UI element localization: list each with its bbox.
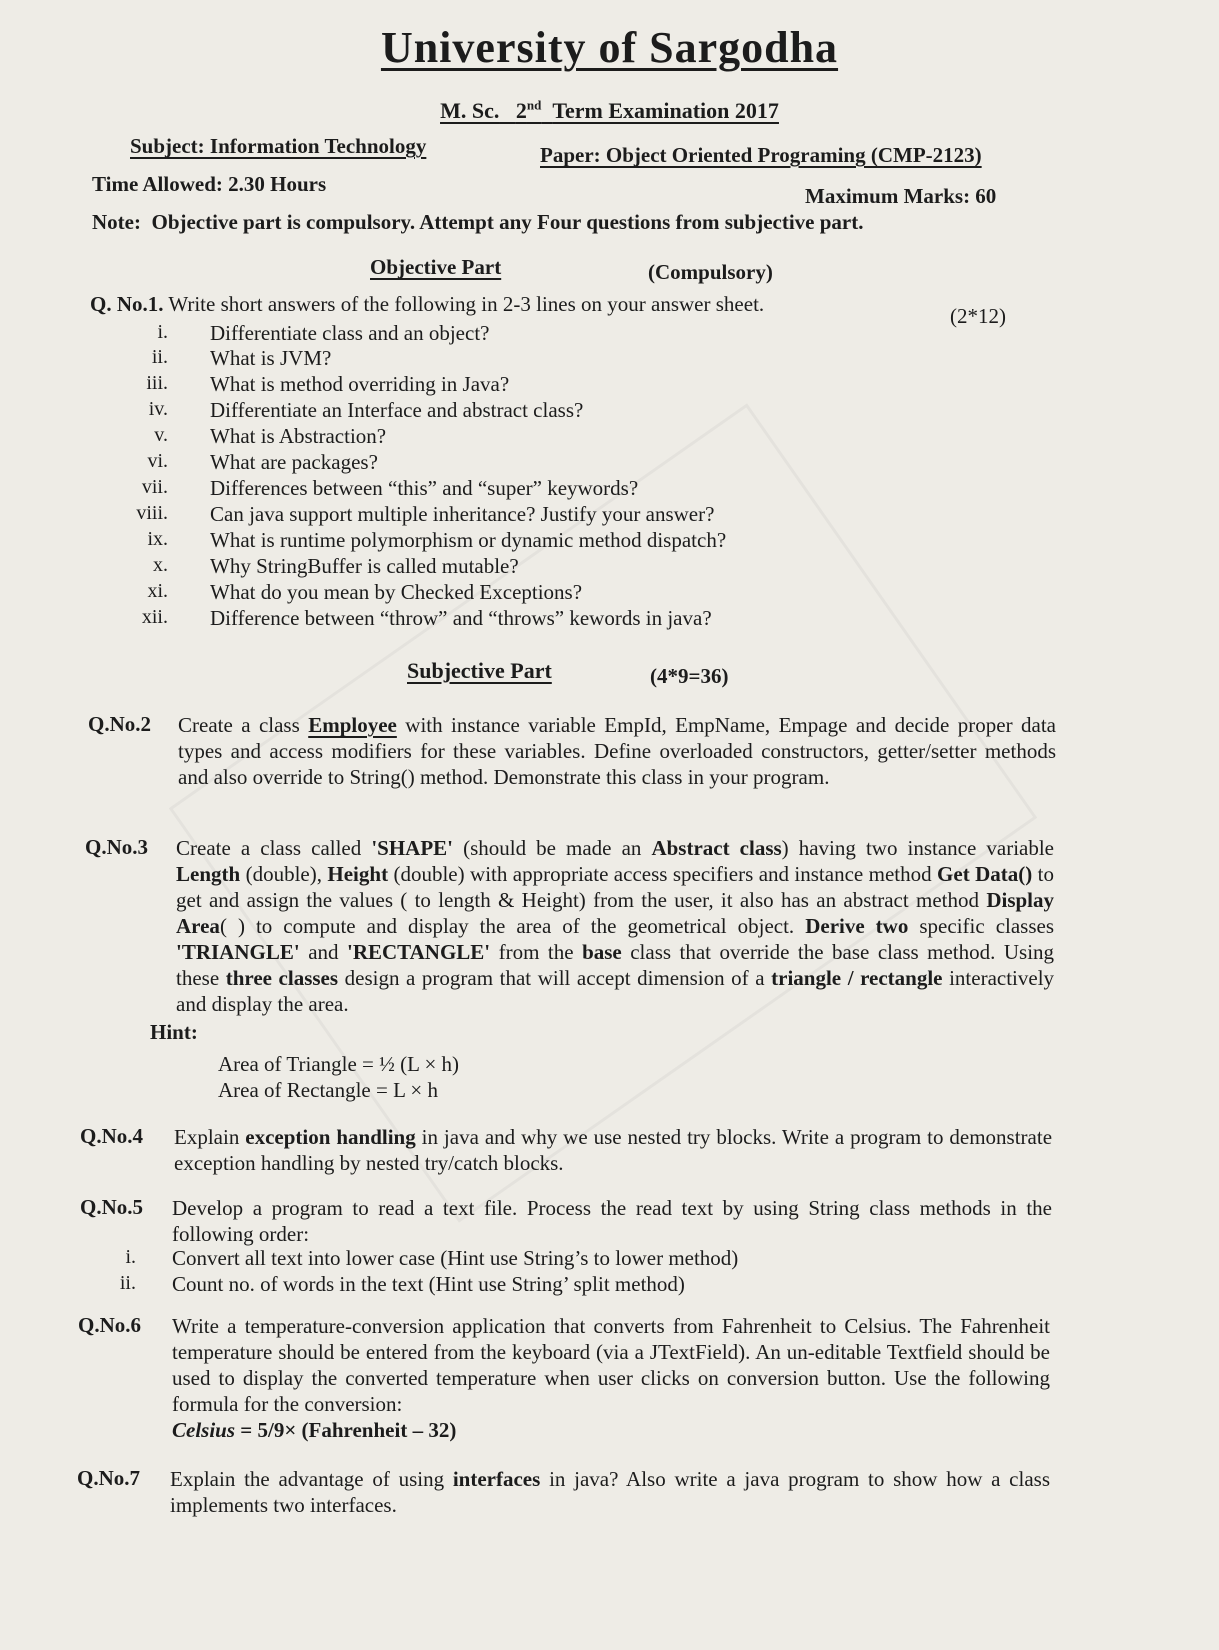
- list-item-num: ii.: [151, 346, 168, 368]
- q7-label: Q.No.7: [77, 1466, 140, 1490]
- q6-label: Q.No.6: [78, 1313, 141, 1337]
- exam-title: M. Sc. 2nd Term Examination 2017: [440, 98, 779, 124]
- objective-heading: Objective Part: [370, 255, 502, 279]
- list-item: Differences between “this” and “super” keywords?: [210, 476, 639, 500]
- list-item-num: i.: [157, 321, 168, 343]
- list-item: What is method overriding in Java?: [210, 372, 510, 396]
- list-item-num: vi.: [147, 450, 168, 472]
- list-item-num: viii.: [136, 502, 168, 524]
- subjective-heading: Subjective Part: [407, 658, 552, 683]
- q1-marks: (2*12): [950, 304, 1006, 328]
- q3-text: Create a class called 'SHAPE' (should be made an Abstract class) having two instance variable Length (double), Height (double) with appropriate access specifiers and instance method Get Data() to get and assign the values ( to length & Height) from the user, it also has an abstract method Display Area( ) to compute and display the area of the geometrical object. Derive two specific classes 'TRIANGLE' and 'RECTANGLE' from the base class that override the base class method. Using these three classes design a program that will accept dimension of a triangle / rectangle interactively and display the area.: [176, 836, 1055, 1016]
- triangle-formula: Area of Triangle = ½ (L × h): [218, 1052, 460, 1076]
- list-item: What do you mean by Checked Exceptions?: [210, 580, 583, 604]
- max-marks: Maximum Marks: 60: [805, 184, 997, 208]
- university-title: University of Sargodha: [380, 23, 839, 72]
- q2-label: Q.No.2: [88, 712, 151, 736]
- list-item: Count no. of words in the text (Hint use String’ split method): [172, 1272, 685, 1296]
- compulsory-label: (Compulsory): [648, 260, 773, 284]
- list-item-num: v.: [154, 424, 168, 446]
- subject-label: Subject: Information Technology: [130, 134, 427, 158]
- q5-label: Q.No.5: [80, 1195, 143, 1219]
- list-item-num: iii.: [146, 372, 168, 394]
- rectangle-formula: Area of Rectangle = L × h: [218, 1078, 438, 1102]
- q2-text: Create a class Employee with instance variable EmpId, EmpName, Empage and decide proper data types and access modifiers for these variables. Define overloaded constructors, getter/setter methods and also override to String() method. Demonstrate this class in your program.: [178, 713, 1056, 789]
- list-item-num: iv.: [148, 398, 168, 420]
- list-item: Why StringBuffer is called mutable?: [210, 554, 519, 578]
- list-item-num: x.: [153, 554, 168, 576]
- q7-text: Explain the advantage of using interfaces in java? Also write a java program to show how a class implements two interfaces.: [170, 1467, 1051, 1517]
- list-item: What is JVM?: [210, 346, 332, 370]
- list-item: What is Abstraction?: [210, 424, 387, 448]
- note: Note: Objective part is compulsory. Attempt any Four questions from subjective part.: [92, 210, 864, 234]
- list-item: What are packages?: [210, 450, 378, 474]
- q5-text: Develop a program to read a text file. Process the read text by using String class methods in the following order:: [172, 1196, 1052, 1246]
- list-item: Differentiate class and an object?: [210, 321, 490, 345]
- list-item-num: ii.: [119, 1272, 136, 1294]
- list-item-num: ix.: [147, 528, 168, 550]
- list-item: Convert all text into lower case (Hint use String’s to lower method): [172, 1246, 739, 1270]
- subjective-marks: (4*9=36): [650, 664, 729, 688]
- list-item-num: vii.: [141, 476, 168, 498]
- list-item: Differentiate an Interface and abstract class?: [210, 398, 584, 422]
- list-item: Difference between “throw” and “throws” kewords in java?: [210, 606, 712, 630]
- time-allowed: Time Allowed: 2.30 Hours: [92, 172, 327, 196]
- q3-label: Q.No.3: [85, 835, 148, 859]
- list-item-num: i.: [125, 1246, 136, 1268]
- hint-label: Hint:: [150, 1020, 198, 1044]
- list-item-num: xi.: [147, 580, 168, 602]
- list-item: What is runtime polymorphism or dynamic method dispatch?: [210, 528, 727, 552]
- q4-text: Explain exception handling in java and why we use nested try blocks. Write a program to demonstrate exception handling by nested try/catch blocks.: [174, 1125, 1053, 1175]
- q1-prompt: Q. No.1. Write short answers of the following in 2-3 lines on your answer sheet.: [90, 292, 765, 316]
- list-item-num: xii.: [141, 606, 168, 628]
- paper-label: Paper: Object Oriented Programing (CMP-2123): [540, 143, 982, 167]
- list-item: Can java support multiple inheritance? Justify your answer?: [210, 502, 715, 526]
- q6-text: Write a temperature-conversion application that converts from Fahrenheit to Celsius. The Fahrenheit temperature should be entered from the keyboard (via a JTextField). An un-editable Textfield should be used to display the converted temperature when user clicks on conversion button. Use the following formula for the conversion:: [172, 1314, 1050, 1416]
- q4-label: Q.No.4: [80, 1124, 143, 1148]
- celsius-formula: Celsius = 5/9× (Fahrenheit – 32): [172, 1418, 457, 1442]
